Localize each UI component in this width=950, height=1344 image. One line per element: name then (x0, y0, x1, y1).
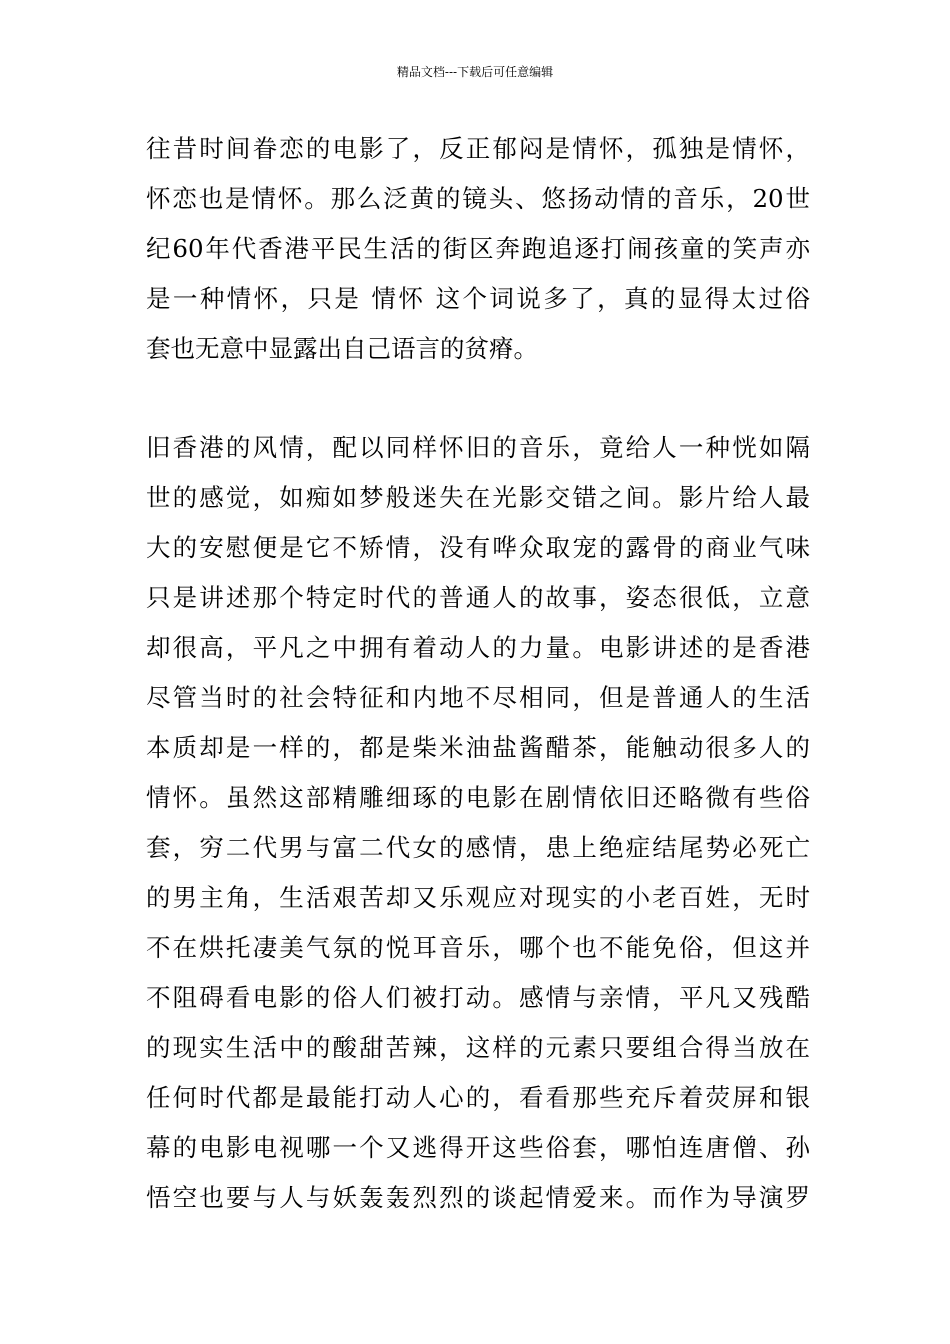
paragraph-2-line-14: 任何时代都是最能打动人心的，看看那些充斥着荧屏和银 (146, 1083, 810, 1112)
paragraph-2-line-16: 悟空也要与人与妖轰轰烈烈的谈起情爱来。而作为导演罗 (146, 1183, 810, 1212)
paragraph-1-line-5: 套也无意中显露出自己语言的贫瘠。 (146, 334, 538, 363)
paragraph-2-line-1: 旧香港的风情，配以同样怀旧的音乐，竟给人一种恍如隔 (146, 433, 810, 462)
paragraph-2-line-12: 不阻碍看电影的俗人们被打动。感情与亲情，平凡又残酷 (146, 983, 810, 1012)
paragraph-2-line-3: 大的安慰便是它不矫情，没有哗众取宠的露骨的商业气味 (146, 533, 810, 562)
paragraph-2-line-4: 只是讲述那个特定时代的普通人的故事，姿态很低，立意 (146, 583, 810, 612)
paragraph-2-line-11: 不在烘托凄美气氛的悦耳音乐，哪个也不能免俗，但这并 (146, 933, 810, 962)
paragraph-2-line-7: 本质却是一样的，都是柴米油盐酱醋茶，能触动很多人的 (146, 733, 810, 762)
paragraph-2-line-5: 却很高，平凡之中拥有着动人的力量。电影讲述的是香港 (146, 633, 810, 662)
paragraph-2-line-6: 尽管当时的社会特征和内地不尽相同，但是普通人的生活 (146, 683, 810, 712)
page-header: 精品文档---下载后可任意编辑 (396, 65, 554, 79)
paragraph-1-line-3: 纪60年代香港平民生活的街区奔跑追逐打闹孩童的笑声亦 (146, 234, 810, 263)
paragraph-2-line-10: 的男主角，生活艰苦却又乐观应对现实的小老百姓，无时 (146, 883, 810, 912)
paragraph-2-line-2: 世的感觉，如痴如梦般迷失在光影交错之间。影片给人最 (146, 483, 810, 512)
paragraph-2-line-15: 幕的电影电视哪一个又逃得开这些俗套，哪怕连唐僧、孙 (146, 1133, 810, 1162)
paragraph-1-line-4: 是一种情怀，只是 情怀 这个词说多了，真的显得太过俗 (146, 284, 810, 313)
paragraph-1-line-1: 往昔时间眷恋的电影了，反正郁闷是情怀，孤独是情怀， (146, 134, 810, 163)
paragraph-2-line-13: 的现实生活中的酸甜苦辣，这样的元素只要组合得当放在 (146, 1033, 810, 1062)
paragraph-1-line-2: 怀恋也是情怀。那么泛黄的镜头、悠扬动情的音乐，20世 (146, 184, 810, 213)
paragraph-2-line-8: 情怀。虽然这部精雕细琢的电影在剧情依旧还略微有些俗 (146, 783, 810, 812)
paragraph-2-line-9: 套，穷二代男与富二代女的感情，患上绝症结尾势必死亡 (146, 833, 810, 862)
